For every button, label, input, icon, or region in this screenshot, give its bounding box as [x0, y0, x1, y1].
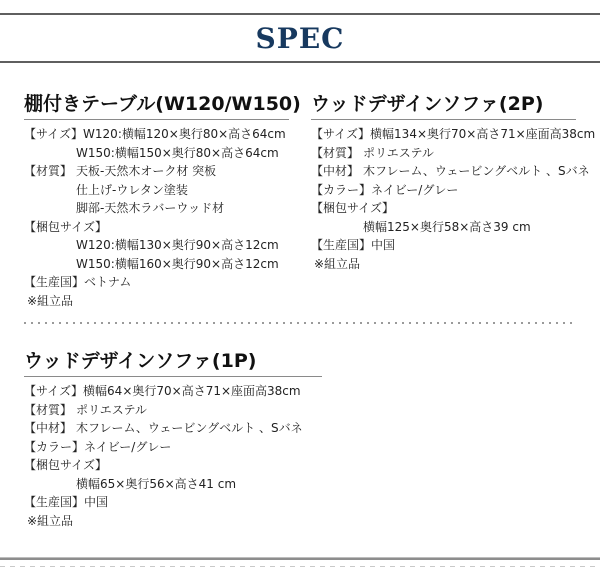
spec-row-value: ポリエステル: [76, 402, 147, 417]
spec-row-value: W120:横幅130×奥行90×高さ12cm: [76, 238, 279, 252]
section-shelf-table: [24, 93, 301, 310]
page-bottom-dashed-line: [0, 566, 600, 567]
spec-row-value: 仕上げ-ウレタン塗装: [76, 182, 188, 197]
spec-row: [311, 162, 590, 181]
spec-row-value: 中国: [84, 495, 109, 509]
spec-rows-wood-sofa-1p: [24, 382, 322, 530]
spec-row: [24, 292, 289, 311]
spec-row-value: 木フレーム、ウェービングベルト 、Sバネ: [363, 164, 590, 178]
spec-row: [24, 218, 289, 237]
spec-row-value: ※組立品: [27, 293, 74, 308]
spec-row: [311, 199, 576, 218]
section-title-wood-sofa-1p: ウッドデザインソファ(1P): [24, 350, 322, 377]
spec-row: [311, 144, 576, 163]
spec-row-label: 【カラー】: [24, 439, 85, 454]
spec-row: [24, 162, 289, 181]
spec-row-label: 【材質】: [24, 402, 73, 417]
spec-row-label: 【サイズ】: [24, 384, 84, 398]
section-title-wood-sofa-2p: ウッドデザインソファ(2P): [311, 93, 576, 120]
spec-row-value: 天板-天然木オーク材 突板: [76, 164, 217, 178]
spec-row: [24, 144, 289, 163]
spec-row-label: 【生産国】: [311, 238, 372, 252]
spec-row: [311, 255, 576, 274]
spec-row-value: 脚部-天然木ラバーウッド材: [76, 201, 225, 215]
spec-row: [24, 475, 322, 494]
spec-row: [24, 438, 322, 457]
spec-row: [24, 512, 322, 531]
spec-row-value: 中国: [371, 238, 396, 252]
spec-row-value: ポリエステル: [363, 145, 434, 160]
spec-row-value: 横幅65×奥行56×高さ41 cm: [76, 476, 237, 491]
spec-page: [0, 13, 600, 573]
spec-row: [24, 255, 289, 274]
spec-row-value: ※組立品: [314, 256, 361, 271]
spec-row-value: 横幅134×奥行70×高さ71×座面高38cm: [370, 127, 596, 141]
section-wood-sofa-2p: [311, 93, 596, 310]
section-wood-sofa-1p: [24, 350, 322, 530]
spec-row: [24, 199, 289, 218]
spec-row-label: 【材質】: [24, 164, 73, 178]
spec-row: [311, 218, 576, 237]
spec-row-label: 【生産国】: [24, 495, 85, 509]
spec-row: [24, 181, 289, 200]
spec-row-label: 【カラー】: [311, 182, 372, 197]
spec-row: [24, 419, 322, 438]
spec-row: [311, 125, 596, 144]
spec-row-label: 【サイズ】: [24, 127, 84, 141]
spec-row: [24, 382, 322, 401]
spec-row-label: 【中材】: [24, 421, 73, 435]
spec-row: [24, 493, 322, 512]
spec-row: [24, 401, 322, 420]
spec-row-value: W150:横幅160×奥行90×高さ12cm: [76, 256, 279, 271]
spec-row-value: ネイビー/グレー: [371, 182, 459, 197]
spec-row-label: 【サイズ】: [311, 127, 371, 141]
spec-row-value: ベトナム: [84, 275, 132, 289]
dotted-divider: [24, 322, 576, 324]
spec-row-value: 横幅125×奥行58×高さ39 cm: [363, 219, 531, 234]
spec-row-label: 【梱包サイズ】: [311, 201, 395, 215]
section-title-shelf-table: 棚付きテーブル(W120/W150): [24, 93, 289, 120]
spec-rows-shelf-table: [24, 125, 289, 310]
spec-row: [24, 236, 289, 255]
spec-row: [311, 181, 576, 200]
spec-row-value: 横幅64×奥行70×高さ71×座面高38cm: [83, 384, 301, 398]
spec-row-label: 【生産国】: [24, 275, 85, 289]
spec-row-label: 【梱包サイズ】: [24, 219, 108, 234]
spec-row-value: ネイビー/グレー: [84, 439, 172, 454]
spec-row: [24, 456, 322, 475]
spec-row: [24, 273, 289, 292]
spec-row-value: 木フレーム、ウェービングベルト 、Sバネ: [76, 421, 303, 435]
spec-row-label: 【中材】: [311, 164, 360, 178]
spec-row: [24, 125, 289, 144]
spec-header-title: SPEC: [255, 21, 345, 55]
spec-row-label: 【材質】: [311, 145, 360, 160]
spec-columns: [0, 93, 600, 310]
spec-row: [311, 236, 576, 255]
spec-row-value: W150:横幅150×奥行80×高さ64cm: [76, 145, 279, 160]
spec-row-value: ※組立品: [27, 513, 74, 528]
spec-header: [0, 13, 600, 63]
spec-row-value: W120:横幅120×奥行80×高さ64cm: [83, 127, 286, 141]
spec-row-label: 【梱包サイズ】: [24, 458, 108, 472]
spec-rows-wood-sofa-2p: [311, 125, 596, 273]
